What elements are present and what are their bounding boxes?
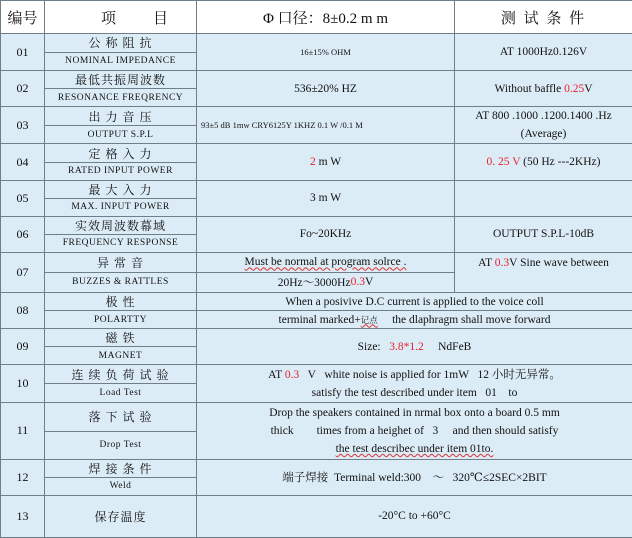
item-cn: 焊 接 条 件 [88, 461, 153, 476]
condition-unit: V [584, 82, 593, 95]
condition-red-value: 0. 25 V [486, 156, 521, 169]
value-red: 0.3 [350, 276, 365, 289]
value-cell: 16±15% OHM [197, 34, 455, 71]
condition-text: AT [478, 256, 495, 269]
merged-line: satisfy the test described under item 01 to [311, 386, 518, 399]
item-en: POLARTTY [45, 310, 196, 328]
item-cn: 磁 铁 [105, 331, 136, 346]
row-num: 05 [1, 180, 45, 216]
condition-red-value: 0.3 [494, 256, 510, 269]
item-cn: 落 下 试 验 [88, 410, 153, 425]
table-row [1, 107, 632, 144]
item-en: Weld [45, 477, 196, 495]
row-num: 11 [1, 403, 45, 459]
value-unit: m W [315, 156, 342, 169]
item-en: MAX. INPUT POWER [45, 198, 196, 216]
header-item-left: 项 [101, 10, 117, 27]
item-cell [45, 34, 197, 71]
item-cn: 连 续 负 荷 试 验 [71, 367, 170, 382]
merged-text: V white noise is applied for 1mW 12 小时无异常。 [299, 368, 561, 381]
header-item-right: 目 [152, 10, 168, 27]
item-cell [45, 71, 197, 107]
merged-text: NdFeB [423, 340, 472, 353]
value-unit: V [364, 276, 374, 289]
item-en: Load Test [45, 383, 196, 402]
merged-small-text: 记点 [360, 314, 378, 325]
merged-cell [197, 365, 632, 403]
condition-text: (50 Hz ---2KHz) [520, 156, 601, 169]
value-cell [197, 252, 455, 292]
value-line [197, 272, 454, 292]
condition-red-value: 0.25 [564, 82, 585, 95]
item-en: OUTPUT S.P.L [45, 125, 196, 144]
value-line-text: Must be normal at program solrce . [244, 256, 407, 269]
header-num: 编号 [1, 1, 45, 34]
value-cell: 3 m W [197, 180, 455, 216]
item-cell [45, 252, 197, 292]
table-row [1, 329, 632, 365]
merged-text: Size: [357, 340, 390, 353]
table-row [1, 293, 632, 329]
condition-cell: AT 1000Hz0.126V [455, 34, 632, 71]
item-cn: 异 常 音 [96, 255, 144, 270]
condition-cell [455, 107, 632, 144]
table-row [1, 403, 632, 459]
table-row [1, 144, 632, 180]
merged-line [197, 366, 632, 384]
merged-line: Drop the speakers contained in nrmal box onto a board 0.5 mm [269, 406, 560, 419]
table-row [1, 180, 632, 216]
row-num: 04 [1, 144, 45, 180]
row-num: 01 [1, 34, 45, 71]
merged-red-value: 3.8*1.2 [389, 340, 424, 353]
item-cell [45, 329, 197, 365]
merged-cell [197, 403, 632, 459]
row-num: 08 [1, 293, 45, 329]
item-cn: 最低共振周波数 [74, 73, 166, 88]
row-num: 02 [1, 71, 45, 107]
item-en: NOMINAL IMPEDANCE [45, 52, 196, 71]
condition-cell [455, 180, 632, 216]
merged-cell: -20°C to +60°C [197, 495, 632, 537]
row-num: 07 [1, 252, 45, 292]
table-row [1, 252, 632, 292]
item-cn: 极 性 [105, 295, 136, 310]
merged-line [197, 310, 632, 328]
condition-cell [455, 252, 632, 292]
row-num: 12 [1, 459, 45, 495]
item-cell [45, 144, 197, 180]
merged-cell [197, 329, 632, 365]
merged-line: When a posivive D.C current is applied to the voice coll [285, 295, 544, 308]
condition-text: Without baffle [494, 82, 565, 95]
item-en: FREQUENCY RESPONSE [45, 234, 196, 252]
merged-text: the dlaphragm shall move forward [377, 313, 551, 326]
item-cell [45, 180, 197, 216]
condition-text: V Sine wave between [509, 256, 609, 269]
merged-cell [197, 293, 632, 329]
table-row [1, 495, 632, 537]
row-num: 09 [1, 329, 45, 365]
header-item [45, 1, 197, 34]
value-cell: Fo~20KHz [197, 216, 455, 252]
table-row [1, 216, 632, 252]
header-spec: Φ 口径：8±0.2 m m [197, 1, 455, 34]
condition-cell: OUTPUT S.P.L-10dB [455, 216, 632, 252]
table-row [1, 365, 632, 403]
merged-text: AT [268, 368, 285, 381]
item-en: MAGNET [45, 346, 196, 364]
item-en: Drop Test [45, 431, 196, 459]
row-num: 03 [1, 107, 45, 144]
row-num: 06 [1, 216, 45, 252]
value-cell: 93±5 dB 1mw CRY6125Y 1KHZ 0.1 W /0.1 M [197, 107, 455, 144]
condition-line: AT 800 .1000 .1200.1400 .Hz [475, 110, 612, 123]
table-row [1, 71, 632, 107]
header-cond: 测 试 条 件 [455, 1, 632, 34]
table-row [1, 459, 632, 495]
item-cell [45, 403, 197, 459]
item-cn: 最 大 入 力 [88, 182, 153, 197]
item-cell [45, 107, 197, 144]
row-num: 10 [1, 365, 45, 403]
item-en: RESONANCE FREQRENCY [45, 88, 196, 106]
item-cn: 定 格 入 力 [88, 146, 153, 161]
item-cn: 出 力 音 压 [88, 109, 153, 124]
value-cell [197, 144, 455, 180]
table-row [1, 34, 632, 71]
row-num: 13 [1, 495, 45, 537]
value-red: 2 [309, 156, 316, 169]
item-cell [45, 365, 197, 403]
header-row [1, 1, 632, 34]
value-line [197, 253, 454, 272]
condition-cell [455, 71, 632, 107]
merged-red-value: 0.3 [284, 368, 300, 381]
merged-line: the test describec under item 01to. [335, 442, 494, 455]
condition-line: (Average) [520, 128, 567, 141]
item-en: RATED INPUT POWER [45, 162, 196, 180]
item-cell [45, 293, 197, 329]
item-cn: 实效周波数幕域 [74, 218, 166, 233]
merged-line: thick times from a heighet of 3 and then should satisfy [270, 424, 559, 437]
item-cell [45, 495, 197, 537]
value-text: 20Hz～3000Hz [277, 277, 351, 290]
merged-cell: 端子焊接 Terminal weld:300 ～ 320℃≤2SEC×2BIT [197, 459, 632, 495]
item-cn: 公 称 阻 抗 [88, 36, 153, 51]
item-en: BUZZES & RATTLES [45, 272, 196, 292]
value-cell: 536±20% HZ [197, 71, 455, 107]
condition-cell [455, 144, 632, 180]
merged-text: terminal marked+ [278, 313, 361, 326]
item-cell [45, 459, 197, 495]
item-cell [45, 216, 197, 252]
item-cn: 保存温度 [94, 509, 147, 524]
